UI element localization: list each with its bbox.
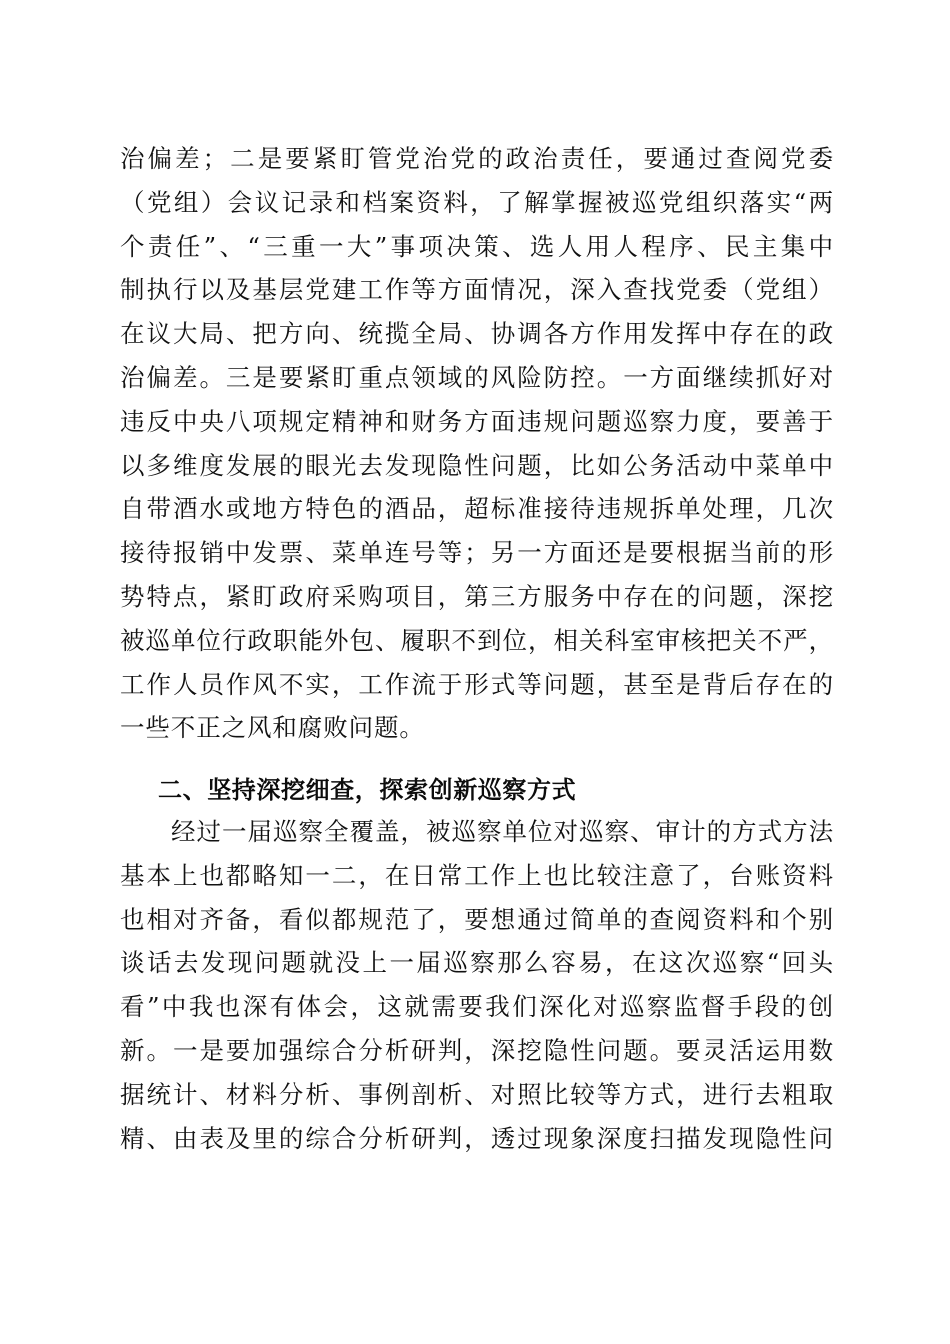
paragraph-line: 被巡单位行政职能外包、履职不到位，相关科室审核把关不严，	[120, 625, 834, 655]
paragraph-line: 治偏差。三是要紧盯重点领域的风险防控。一方面继续抓好对	[120, 362, 834, 392]
paragraph-2	[120, 810, 834, 1160]
paragraph-line: 工作人员作风不实，工作流于形式等问题，甚至是背后存在的	[120, 669, 834, 699]
paragraph-line: 也相对齐备，看似都规范了，要想通过简单的查阅资料和个别	[120, 904, 834, 934]
paragraph-line: （党组）会议记录和档案资料，了解掌握被巡党组织落实“两	[120, 187, 834, 217]
paragraph-1	[120, 137, 834, 750]
paragraph-line: 经过一届巡察全覆盖，被巡察单位对巡察、审计的方式方法	[120, 817, 834, 846]
paragraph-line: 势特点，紧盯政府采购项目，第三方服务中存在的问题，深挖	[120, 581, 834, 611]
paragraph-line: 看”中我也深有体会，这就需要我们深化对巡察监督手段的创	[120, 992, 834, 1022]
paragraph-line: 据统计、材料分析、事例剖析、对照比较等方式，进行去粗取	[120, 1079, 834, 1109]
paragraph-line: 接待报销中发票、菜单连号等；另一方面还是要根据当前的形	[120, 538, 834, 568]
paragraph-line: 基本上也都略知一二，在日常工作上也比较注意了，台账资料	[120, 860, 834, 890]
section-heading: 二、坚持深挖细查，探索创新巡察方式	[158, 776, 577, 804]
paragraph-line: 在议大局、把方向、统揽全局、协调各方作用发挥中存在的政	[120, 319, 834, 349]
paragraph-line: 自带酒水或地方特色的酒品，超标准接待违规拆单处理，几次	[120, 494, 834, 524]
paragraph-line: 精、由表及里的综合分析研判，透过现象深度扫描发现隐性问	[120, 1123, 834, 1153]
paragraph-line: 一些不正之风和腐败问题。	[120, 713, 425, 743]
paragraph-line: 违反中央八项规定精神和财务方面违规问题巡察力度，要善于	[120, 406, 834, 436]
paragraph-line: 新。一是要加强综合分析研判，深挖隐性问题。要灵活运用数	[120, 1035, 834, 1065]
paragraph-line: 制执行以及基层党建工作等方面情况，深入查找党委（党组）	[120, 275, 834, 305]
paragraph-line: 以多维度发展的眼光去发现隐性问题，比如公务活动中菜单中	[120, 450, 834, 480]
paragraph-line: 个责任”、“三重一大”事项决策、选人用人程序、民主集中	[120, 231, 834, 261]
paragraph-line: 谈话去发现问题就没上一届巡察那么容易，在这次巡察“回头	[120, 948, 834, 978]
paragraph-line: 治偏差；二是要紧盯管党治党的政治责任，要通过查阅党委	[120, 144, 834, 173]
